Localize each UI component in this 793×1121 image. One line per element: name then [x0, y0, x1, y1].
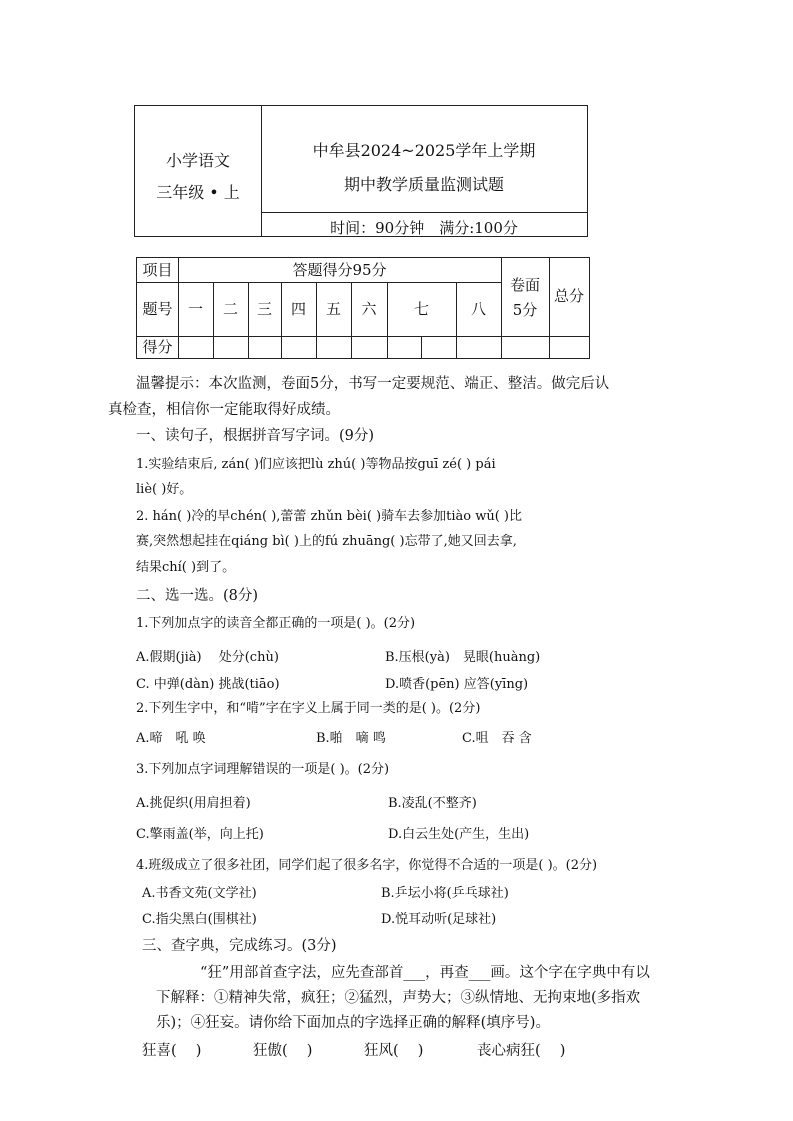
s2-q3: 3.下列加点字词理解错误的一项是( )。(2分) — [136, 762, 390, 777]
s2-q1: 1.下列加点字的读音全都正确的一项是( )。(2分) — [136, 616, 416, 631]
s1-line-2: liè( )好。 — [136, 482, 193, 497]
s2-q4: 4.班级成立了很多社团，同学们起了很多名字，你觉得不合适的一项是( )。(2分) — [136, 858, 598, 873]
s3-paragraph-1: “狂”用部首查字法，应先查部首___，再查___画。这个字在字典中有以 — [200, 965, 650, 981]
s1-line-5: 结果chí( )到了。 — [136, 560, 236, 575]
answer-score-label: 答题得分95分 — [292, 261, 387, 279]
s3-word-4: 丧心病狂( ) — [477, 1043, 566, 1059]
s3-word-2: 狂傲( ) — [253, 1043, 313, 1059]
s2-q3-option-a: A.挑促织(用肩担着) — [136, 796, 251, 811]
s1-line-3: 2. hán( )冷的早chén( ),蕾蕾 zhǔn bèi( )骑车去参加tiào wǔ( )比 — [136, 509, 522, 524]
qnum-5: 五 — [325, 300, 341, 318]
qnum-6: 六 — [361, 300, 377, 318]
qnum-8: 八 — [470, 300, 486, 318]
header-divider-horizontal — [261, 212, 587, 213]
s3-paragraph-3: 乐)；④狂妄。请你给下面加点的字选择正确的解释(填序号)。 — [156, 1015, 550, 1031]
exam-title: 中牟县2024~2025学年上学期 — [312, 141, 536, 160]
score-table — [136, 257, 590, 359]
s2-q4-option-c: C.指尖黑白(围棋社) — [142, 912, 257, 927]
s1-line-1: 1.实验结束后, zán( )们应该把lù zhú( )等物品按guī zé( ) pái — [136, 457, 496, 472]
s2-q1-option-a: A.假期(jià) 处分(chù) — [136, 650, 279, 665]
s2-q2-option-c: C.咀 吞 含 — [462, 731, 532, 746]
s3-paragraph-2: 下解释：①精神失常，疯狂；②猛烈，声势大；③纵情地、无拘束地(多指欢 — [156, 990, 641, 1006]
item-label: 项目 — [142, 261, 173, 279]
s2-q4-option-b: B.乒坛小将(乒乓球社) — [381, 886, 509, 901]
paper-score-label: 卷面 — [509, 276, 540, 294]
exam-header-box — [134, 105, 588, 237]
s2-q3-option-c: C.擎雨盖(举，向上托) — [136, 827, 264, 842]
section2-heading: 二、选一选。(8分) — [136, 588, 259, 604]
tip-line-2: 真检查，相信你一定能取得好成绩。 — [108, 402, 340, 418]
s2-q1-option-c: C. 中弹(dàn) 挑战(tiāo) — [136, 677, 280, 692]
s2-q1-option-d: D.喷香(pēn) 应答(yīng) — [385, 677, 529, 692]
qnum-2: 二 — [222, 300, 238, 318]
qnum-1: 一 — [187, 300, 203, 318]
tip-line-1: 温馨提示：本次监测，卷面5分，书写一定要规范、端正、整洁。做完后认 — [136, 376, 610, 392]
exam-subtitle: 期中教学质量监测试题 — [343, 175, 504, 194]
qnum-4: 四 — [290, 300, 306, 318]
s2-q1-option-b: B.压根(yà) 晃眼(huàng) — [385, 650, 541, 665]
qnum-7: 七 — [413, 300, 429, 318]
s3-word-3: 狂风( ) — [364, 1043, 424, 1059]
s2-q3-option-d: D.白云生处(产生，生出) — [388, 827, 530, 842]
total-label: 总分 — [553, 287, 584, 305]
subject-label: 小学语文 — [165, 151, 230, 170]
s2-q2-option-a: A.啼 吼 唤 — [136, 731, 206, 746]
s1-line-4: 赛,突然想起挂在qiáng bì( )上的fú zhuāng( )忘带了,她又回去拿, — [136, 534, 517, 549]
s2-q4-option-a: A.书香文苑(文学社) — [142, 886, 257, 901]
qnum-label: 题号 — [142, 300, 173, 318]
qnum-3: 三 — [256, 300, 272, 318]
s2-q4-option-d: D.悦耳动听(足球社) — [381, 912, 497, 927]
section3-heading: 三、查字典，完成练习。(3分) — [142, 938, 337, 954]
time-score-line: 时间：90分钟 满分:100分 — [330, 219, 518, 237]
s3-word-1: 狂喜( ) — [142, 1043, 202, 1059]
s2-q2: 2.下列生字中，和“啃”字在字义上属于同一类的是( )。(2分) — [136, 701, 481, 716]
score-label: 得分 — [142, 338, 173, 356]
section1-heading: 一、读句子，根据拼音写字词。(9分) — [136, 428, 375, 444]
s2-q2-option-b: B.啪 嘀 鸣 — [316, 731, 386, 746]
paper-score-value: 5分 — [512, 301, 538, 319]
grade-label: 三年级 • 上 — [156, 183, 240, 202]
s2-q3-option-b: B.凌乱(不整齐) — [388, 796, 477, 811]
